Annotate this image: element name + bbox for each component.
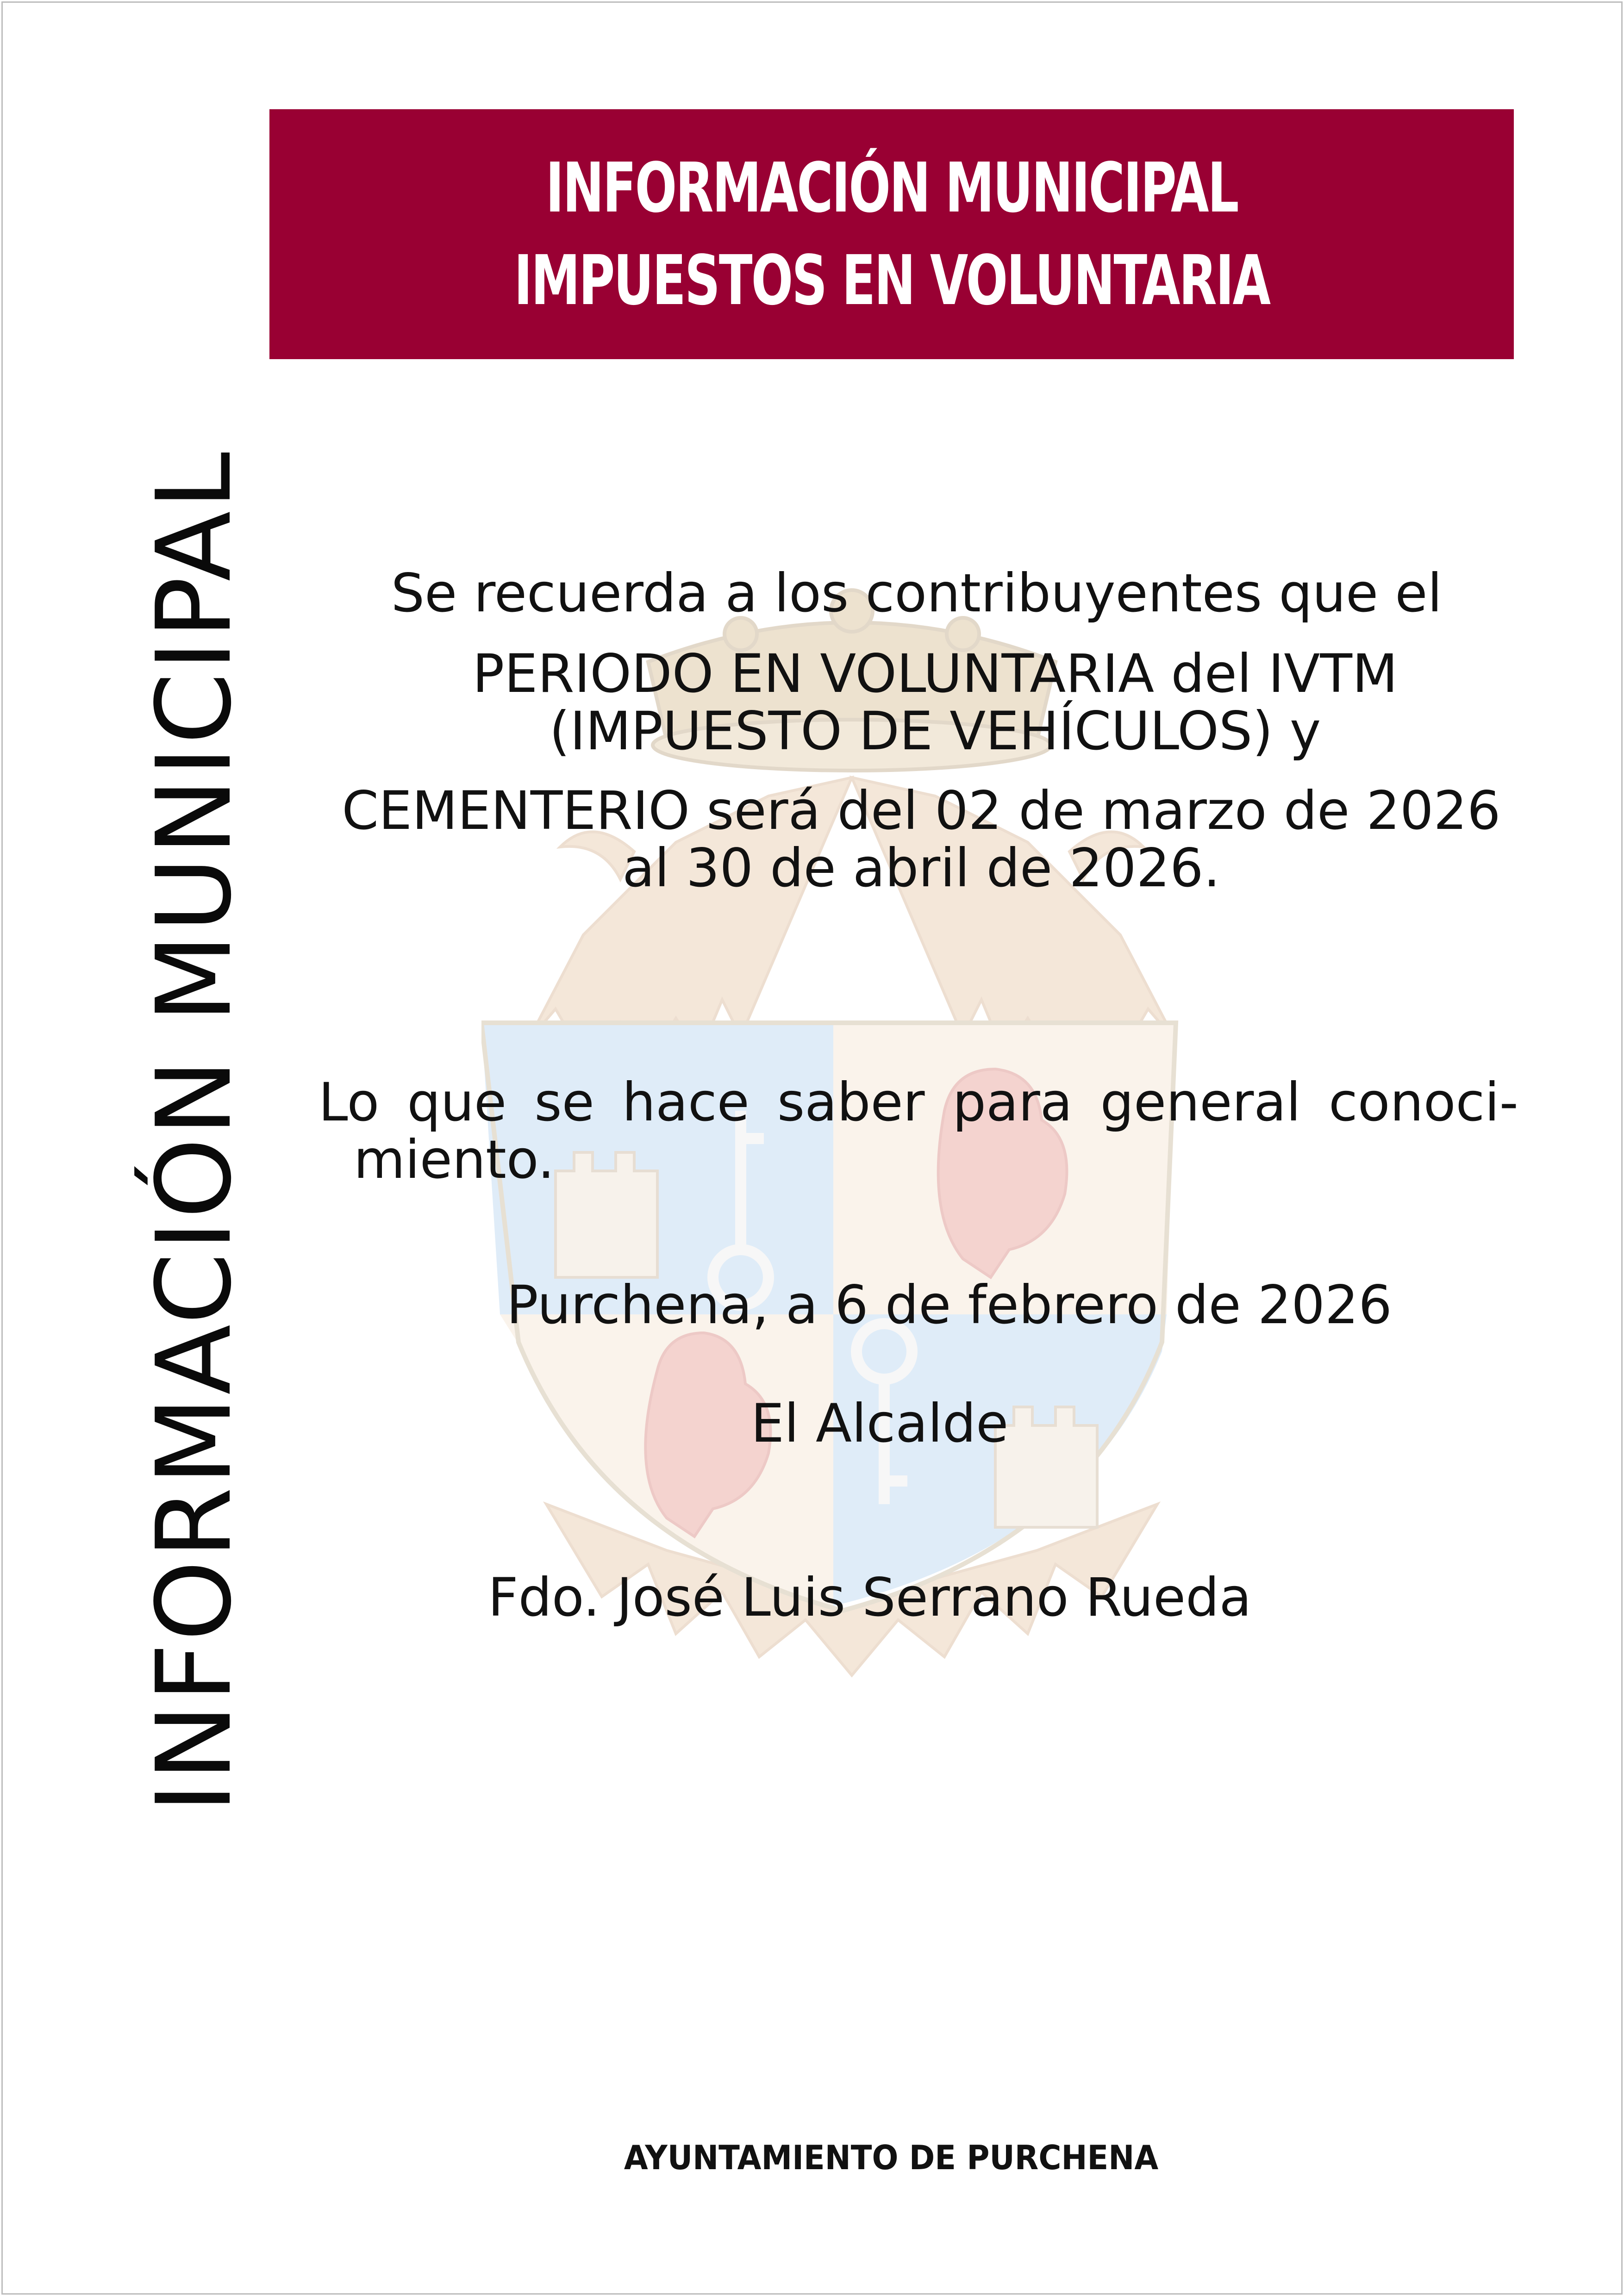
- notice-word: conoci-: [1329, 1071, 1518, 1133]
- header-banner: [269, 109, 1514, 359]
- notice-line-1: [319, 1071, 1518, 1133]
- voluntary-period-line-2: (IMPUESTO DE VEHÍCULOS) y: [549, 700, 1321, 762]
- notice-word: que: [407, 1071, 507, 1133]
- reminder-intro: Se recuerda a los contribuyentes que el: [391, 562, 1443, 624]
- notice-word: se: [534, 1071, 594, 1133]
- place-and-date: Purchena, a 6 de febrero de 2026: [506, 1274, 1392, 1336]
- notice-word: para: [952, 1071, 1073, 1133]
- footer-municipality: AYUNTAMIENTO DE PURCHENA: [624, 2138, 1159, 2177]
- signer-name: Fdo. José Luis Serrano Rueda: [488, 1567, 1252, 1628]
- notice-word: Lo: [319, 1071, 380, 1133]
- side-vertical-title: INFORMACIÓN MUNICIPAL: [135, 450, 254, 1813]
- notice-word: hace: [622, 1071, 750, 1133]
- notice-word: saber: [777, 1071, 925, 1133]
- notice-line-2: miento.: [354, 1129, 555, 1190]
- notice-word: general: [1100, 1071, 1301, 1133]
- cemetery-period-line-1: CEMENTERIO será del 02 de marzo de 2026: [342, 780, 1501, 841]
- header-title-line-2: IMPUESTOS EN VOLUNTARIA: [514, 241, 1269, 320]
- header-title-line-1: INFORMACIÓN MUNICIPAL: [545, 148, 1238, 228]
- voluntary-period-line-1: PERIODO EN VOLUNTARIA del IVTM: [472, 643, 1398, 704]
- signer-role: El Alcalde: [751, 1393, 1009, 1454]
- cemetery-period-line-2: al 30 de abril de 2026.: [622, 837, 1220, 899]
